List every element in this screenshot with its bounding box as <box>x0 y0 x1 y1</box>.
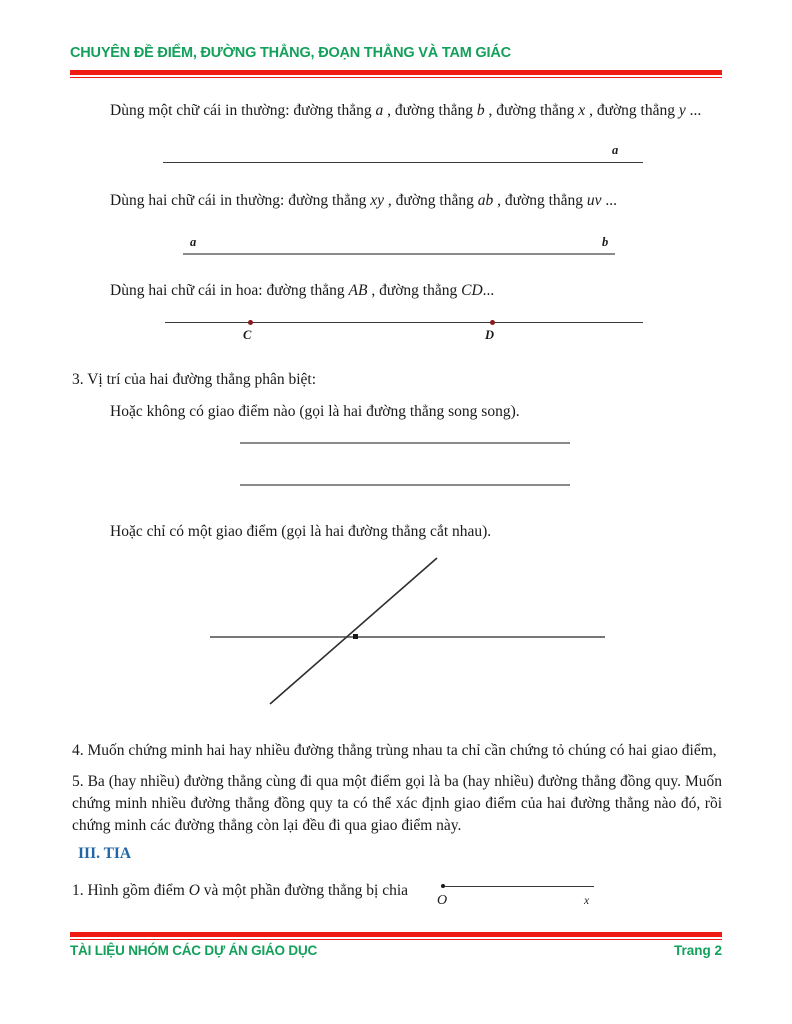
math-var-xy: xy <box>370 192 385 209</box>
math-var-AB: AB <box>348 282 368 299</box>
paragraph-parallel-case: Hoặc không có giao điểm nào (gọi là hai đường thẳng song song). <box>110 403 520 420</box>
text-sep-2: , đường thẳng <box>484 102 579 119</box>
paragraph-tia-item-1 <box>72 880 408 902</box>
figure-label-b-right: b <box>602 235 609 249</box>
text-sep-6: , đường thẳng <box>367 282 462 299</box>
text-sep-5: , đường thẳng <box>493 192 587 209</box>
paragraph-uppercase-double <box>110 280 494 302</box>
figure-ray-Ox <box>443 886 594 887</box>
figure-intersection-point <box>353 634 358 639</box>
text-lowercase-single-lead: Dùng một chữ cái in thường: đường thẳng <box>110 102 376 119</box>
math-var-x: x <box>578 102 586 119</box>
figure-label-C: C <box>243 328 252 342</box>
paragraph-intersecting-case: Hoặc chỉ có một giao điểm (gọi là hai đường thẳng cắt nhau). <box>110 523 492 540</box>
figure-parallel-line-1 <box>240 442 570 444</box>
text-ellipsis-3: ... <box>482 282 495 299</box>
text-tia-1-post: và một phần đường thẳng bị chia <box>199 882 409 899</box>
math-var-CD: CD <box>461 282 483 299</box>
figure-label-O: O <box>437 893 448 908</box>
page-header-title: CHUYÊN ĐỀ ĐIỂM, ĐƯỜNG THẲNG, ĐOẠN THẲNG VÀ TAM GIÁC <box>70 45 511 61</box>
figure-label-x: x <box>584 895 590 907</box>
text-ellipsis-2: ... <box>601 192 618 209</box>
figure-point-O-dot <box>441 884 445 888</box>
math-var-uv: uv <box>586 192 602 209</box>
figure-intersecting-lines <box>205 552 610 712</box>
figure-line-CD <box>165 322 643 323</box>
figure-line-ab <box>183 253 615 255</box>
heading-item-3: 3. Vị trí của hai đường thẳng phân biệt: <box>72 371 317 388</box>
text-uppercase-double-lead: Dùng hai chữ cái in hoa: đường thẳng <box>110 282 349 299</box>
footer-divider-thin <box>70 939 722 940</box>
text-ellipsis-1: ... <box>685 102 702 119</box>
header-divider-thick <box>70 70 722 75</box>
math-var-a: a <box>375 102 384 119</box>
paragraph-lowercase-double <box>110 190 617 212</box>
paragraph-lowercase-single <box>110 100 701 122</box>
math-var-ab: ab <box>477 192 494 209</box>
text-sep-1: , đường thẳng <box>383 102 477 119</box>
footer-divider-thick <box>70 932 722 937</box>
figure-diagonal-line <box>270 558 437 704</box>
text-sep-3: , đường thẳng <box>585 102 679 119</box>
math-var-b: b <box>476 102 485 119</box>
figure-point-D-dot <box>490 320 495 325</box>
paragraph-item-4: 4. Muốn chứng minh hai hay nhiều đường thẳng trùng nhau ta chỉ cần chứng tỏ chúng có hai giao điểm, <box>72 742 717 759</box>
footer-page-number: Trang 2 <box>673 943 722 958</box>
text-tia-1-pre: 1. Hình gồm điểm <box>72 882 189 899</box>
figure-label-D: D <box>485 328 495 342</box>
heading-section-III-tia: III. TIA <box>78 845 132 862</box>
figure-label-a: a <box>612 143 619 157</box>
math-var-y: y <box>678 102 686 119</box>
footer-organization-label: TÀI LIỆU NHÓM CÁC DỰ ÁN GIÁO DỤC <box>70 943 318 958</box>
figure-line-a <box>163 162 643 163</box>
text-lowercase-double-lead: Dùng hai chữ cái in thường: đường thẳng <box>110 192 371 209</box>
text-sep-4: , đường thẳng <box>384 192 478 209</box>
figure-parallel-line-2 <box>240 484 570 486</box>
header-divider-thin <box>70 77 722 78</box>
paragraph-item-5: 5. Ba (hay nhiều) đường thẳng cùng đi qua một điểm gọi là ba (hay nhiều) đường thẳng đồng quy. Muốn chứng minh nhiều đường thẳng đồng quy ta có thể xác định giao điểm của hai đường thẳng nào đó, rồi chứng minh các đường thẳng còn lại đều đi qua giao điểm này. <box>72 773 722 834</box>
figure-point-C-dot <box>248 320 253 325</box>
figure-label-a-left: a <box>190 235 197 249</box>
math-var-O: O <box>188 882 200 899</box>
